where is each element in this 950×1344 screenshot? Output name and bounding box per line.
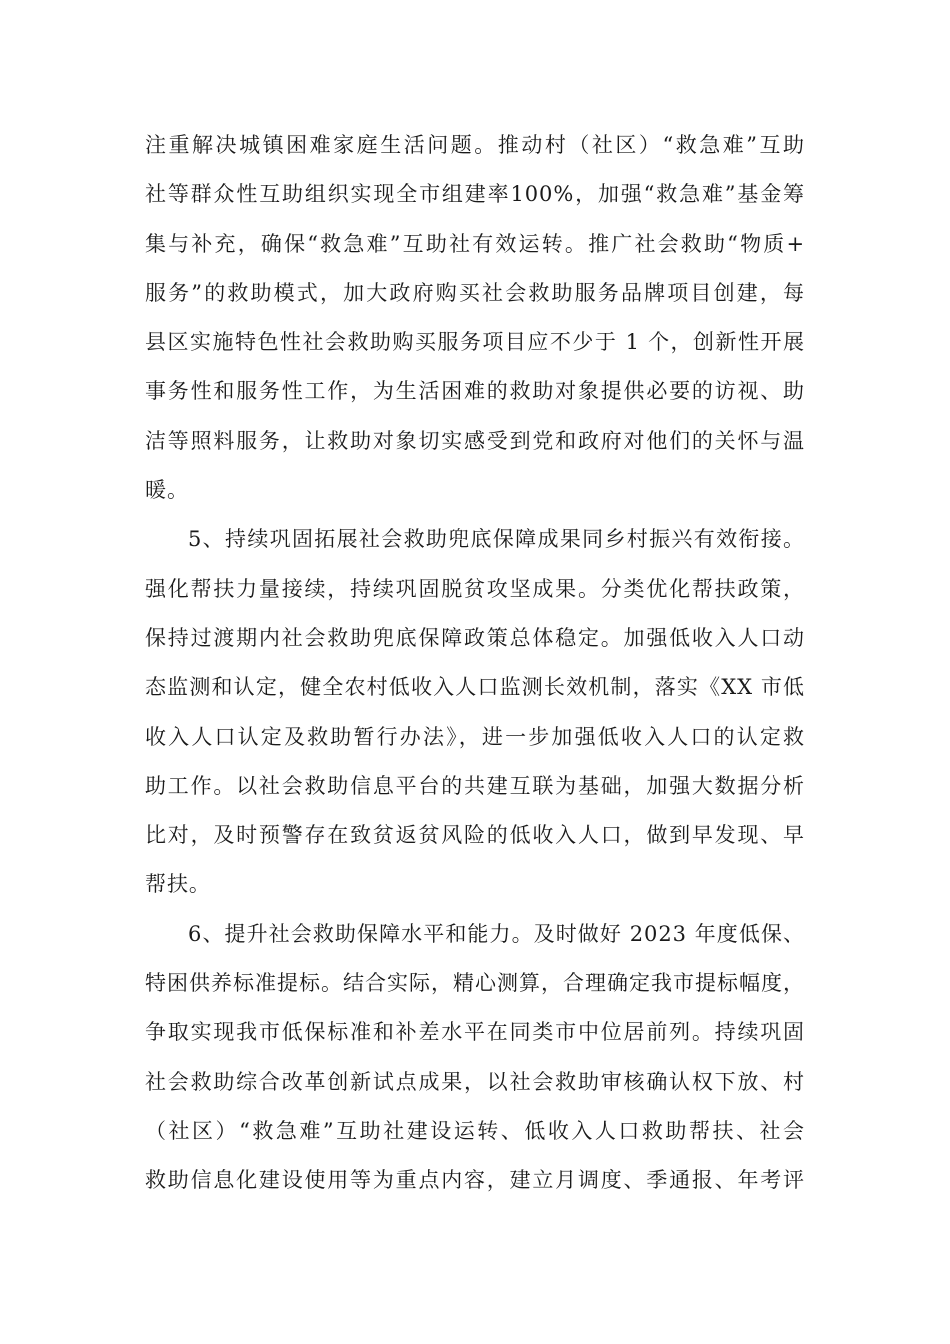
text-line: 社会救助综合改革创新试点成果，以社会救助审核确认权下放、村 <box>145 1069 805 1094</box>
text-line: 争取实现我市低保标准和补差水平在同类市中位居前列。持续巩固 <box>145 1020 805 1045</box>
text-line: 帮扶。 <box>145 872 211 897</box>
text-line: 洁等照料服务，让救助对象切实感受到党和政府对他们的关怀与温 <box>145 428 805 453</box>
text-line: 收入人口认定及救助暂行办法》，进一步加强低收入人口的认定救 <box>145 724 805 749</box>
text-line: 社等群众性互助组织实现全市组建率100%，加强“救急难”基金筹 <box>145 182 805 207</box>
text-line: 集与补充，确保“救急难”互助社有效运转。推广社会救助“物质+ <box>145 231 805 256</box>
text-line: 服务”的救助模式，加大政府购买社会救助服务品牌项目创建，每 <box>145 280 805 305</box>
text-line: 救助信息化建设使用等为重点内容，建立月调度、季通报、年考评 <box>145 1168 805 1193</box>
text-line: 5、持续巩固拓展社会救助兜底保障成果同乡村振兴有效衔接。 <box>188 527 805 552</box>
text-line: 6、提升社会救助保障水平和能力。及时做好 2023 年度低保、 <box>188 921 805 946</box>
text-line: 暖。 <box>145 478 189 503</box>
text-line: 特困供养标准提标。结合实际，精心测算，合理确定我市提标幅度， <box>145 971 805 996</box>
text-line: 强化帮扶力量接续，持续巩固脱贫攻坚成果。分类优化帮扶政策， <box>145 576 805 601</box>
text-line: 态监测和认定，健全农村低收入人口监测长效机制，落实《XX 市低 <box>145 675 805 700</box>
text-line: 事务性和服务性工作，为生活困难的救助对象提供必要的访视、助 <box>145 379 805 404</box>
text-line: 县区实施特色性社会救助购买服务项目应不少于 1 个，创新性开展 <box>145 330 805 355</box>
text-line: （社区）“救急难”互助社建设运转、低收入人口救助帮扶、社会 <box>145 1118 805 1143</box>
text-line: 助工作。以社会救助信息平台的共建互联为基础，加强大数据分析 <box>145 773 805 798</box>
text-line: 比对，及时预警存在致贫返贫风险的低收入人口，做到早发现、早 <box>145 823 805 848</box>
document-body <box>0 121 950 1206</box>
text-line: 保持过渡期内社会救助兜底保障政策总体稳定。加强低收入人口动 <box>145 625 805 650</box>
text-line: 注重解决城镇困难家庭生活问题。推动村（社区）“救急难”互助 <box>145 133 805 157</box>
